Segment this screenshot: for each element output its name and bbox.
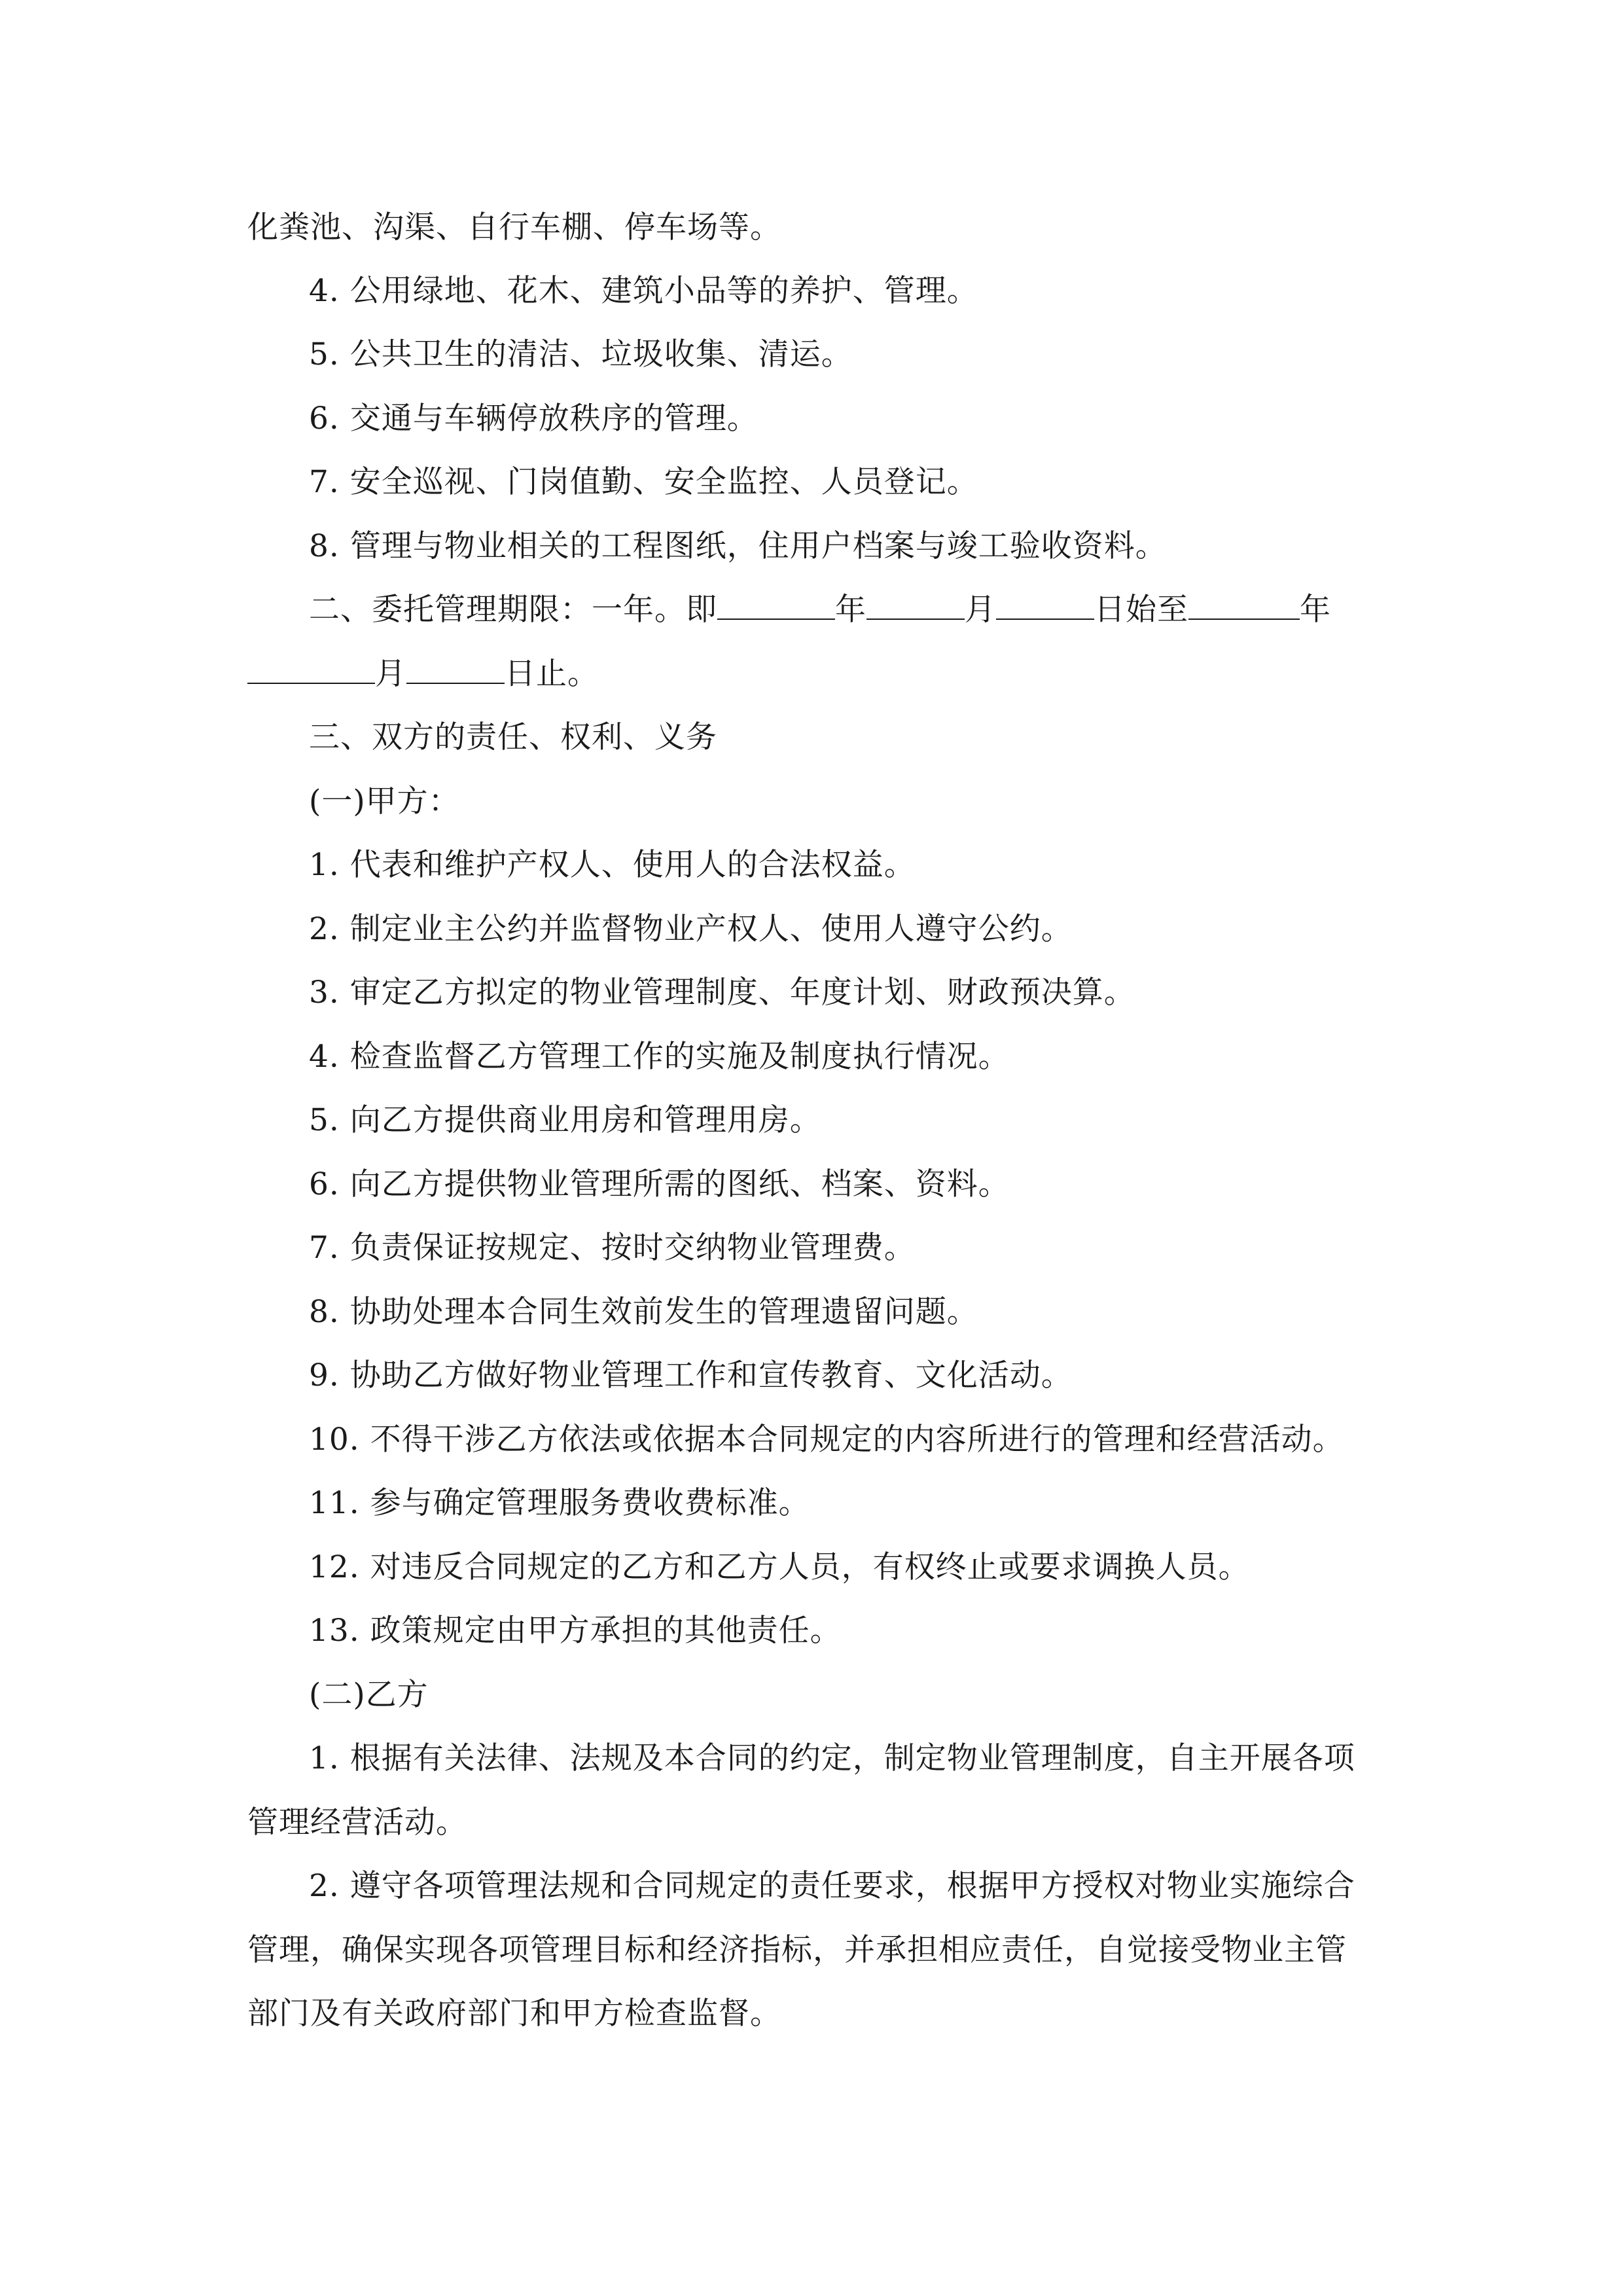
text-line: 2. 制定业主公约并监督物业产权人、使用人遵守公约。: [309, 911, 1073, 947]
blank-field: [1188, 592, 1300, 620]
term-label: 二、委托管理期限：一年。即: [309, 592, 717, 628]
subsection-heading: (一)甲方：: [309, 783, 460, 819]
text-line: 6. 交通与车辆停放秩序的管理。: [309, 401, 758, 437]
text-line: 7. 安全巡视、门岗值勤、安全监控、人员登记。: [309, 464, 978, 500]
section-heading: 三、双方的责任、权利、义务: [309, 719, 717, 755]
text-line: 4. 公用绿地、花木、建筑小品等的养护、管理。: [309, 273, 978, 309]
text-line: 10. 不得干涉乙方依法或依据本合同规定的内容所进行的管理和经营活动。: [309, 1422, 1344, 1458]
blank-field: [406, 656, 505, 684]
text-line: 管理经营活动。: [247, 1804, 467, 1840]
text-line: 13. 政策规定由甲方承担的其他责任。: [309, 1613, 842, 1649]
blank-field: [866, 592, 965, 620]
text-line: 8. 管理与物业相关的工程图纸，住用户档案与竣工验收资料。: [309, 528, 1167, 564]
text-line: 4. 检查监督乙方管理工作的实施及制度执行情况。: [309, 1039, 1010, 1075]
text-line: 1. 代表和维护产权人、使用人的合法权益。: [309, 847, 916, 883]
term-month-label: 月: [965, 592, 996, 628]
text-line: 6. 向乙方提供物业管理所需的图纸、档案、资料。: [309, 1166, 1010, 1202]
text-line: 2. 遵守各项管理法规和合同规定的责任要求，根据甲方授权对物业实施综合: [309, 1868, 1355, 1904]
text-line: 8. 协助处理本合同生效前发生的管理遗留问题。: [309, 1294, 978, 1330]
term-end-day-label: 日止。: [505, 656, 599, 692]
term-year-label: 年: [835, 592, 866, 628]
blank-field: [717, 592, 835, 620]
text-line: 3. 审定乙方拟定的物业管理制度、年度计划、财政预决算。: [309, 975, 1135, 1011]
term-start-day-label: 日始至: [1094, 592, 1188, 628]
text-line: 9. 协助乙方做好物业管理工作和宣传教育、文化活动。: [309, 1357, 1073, 1393]
text-line: 12. 对违反合同规定的乙方和乙方人员，有权终止或要求调换人员。: [309, 1549, 1250, 1585]
text-line: 5. 向乙方提供商业用房和管理用房。: [309, 1102, 821, 1138]
text-line: 7. 负责保证按规定、按时交纳物业管理费。: [309, 1230, 916, 1266]
term-end-month-label: 月: [375, 656, 406, 692]
term-line: [309, 590, 1380, 630]
term-end-year-label: 年: [1300, 592, 1331, 628]
blank-field: [247, 656, 375, 684]
text-line: 化粪池、沟渠、自行车棚、停车场等。: [247, 209, 781, 245]
text-line: 11. 参与确定管理服务费收费标准。: [309, 1485, 810, 1521]
text-line: 1. 根据有关法律、法规及本合同的约定，制定物业管理制度，自主开展各项: [309, 1740, 1355, 1776]
term-line-continued: [247, 655, 1380, 694]
subsection-heading: (二)乙方: [309, 1677, 429, 1713]
text-line: 部门及有关政府部门和甲方检查监督。: [247, 1996, 781, 2032]
text-line: 5. 公共卫生的清洁、垃圾收集、清运。: [309, 336, 853, 372]
text-line: 管理，确保实现各项管理目标和经济指标，并承担相应责任，自觉接受物业主管: [247, 1932, 1347, 1968]
blank-field: [996, 592, 1094, 620]
